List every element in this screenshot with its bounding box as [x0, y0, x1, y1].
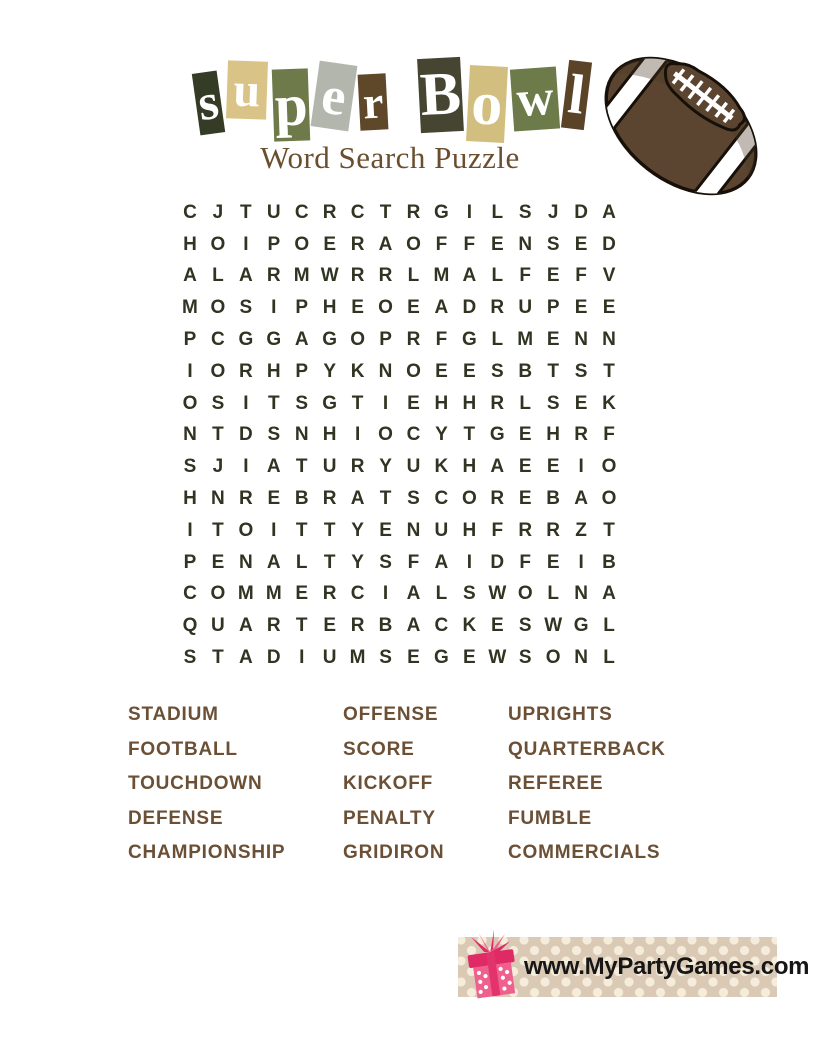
grid-cell-r7c3: I: [243, 392, 249, 414]
grid-cell-r3c16: V: [602, 265, 616, 287]
grid-cell-r15c5: I: [299, 647, 305, 669]
grid-cell-r11c15: Z: [575, 519, 587, 541]
grid-cell-r6c3: R: [238, 360, 253, 382]
title-letter-tile-l: l: [561, 60, 592, 130]
grid-cell-r1c7: C: [350, 201, 365, 223]
grid-cell-r13c10: L: [435, 583, 448, 605]
footer-url: www.MyPartyGames.com: [524, 953, 810, 980]
grid-cell-r6c1: I: [187, 360, 193, 382]
grid-cell-r3c10: M: [433, 265, 450, 287]
grid-cell-r15c3: A: [238, 647, 253, 669]
grid-cell-r7c12: R: [490, 392, 505, 414]
grid-cell-r3c1: A: [183, 265, 197, 287]
grid-cell-r10c13: E: [518, 488, 532, 510]
grid-cell-r15c10: G: [434, 647, 449, 669]
word-list-column-3: [508, 700, 666, 873]
title-letter-tile-u: u: [226, 60, 268, 119]
grid-cell-r8c7: I: [354, 424, 361, 446]
grid-cell-r1c13: S: [518, 201, 532, 223]
grid-cell-r8c6: H: [322, 424, 337, 446]
word-item-fumble: FUMBLE: [508, 807, 592, 829]
grid-cell-r9c5: T: [295, 456, 308, 478]
grid-cell-r6c8: N: [378, 360, 393, 382]
grid-cell-r4c9: E: [407, 297, 420, 319]
grid-cell-r2c8: A: [378, 233, 393, 255]
grid-cell-r8c15: R: [574, 424, 588, 446]
grid-cell-r2c3: I: [243, 233, 249, 255]
grid-cell-r11c13: R: [518, 519, 533, 541]
grid-cell-r14c2: U: [211, 615, 225, 637]
grid-cell-r1c1: C: [183, 201, 197, 223]
title-letter-tile-r: r: [358, 73, 389, 130]
grid-cell-r3c15: F: [575, 265, 587, 287]
grid-cell-r11c2: T: [212, 519, 224, 541]
grid-cell-r12c16: B: [602, 551, 616, 573]
grid-cell-r2c1: H: [183, 233, 197, 255]
grid-cell-r9c9: U: [406, 456, 421, 478]
grid-cell-r1c16: A: [602, 201, 616, 223]
grid-cell-r15c11: E: [463, 647, 476, 669]
word-item-touchdown: TOUCHDOWN: [128, 773, 263, 795]
grid-cell-r13c4: M: [265, 583, 282, 605]
grid-cell-r10c8: T: [379, 488, 392, 510]
grid-cell-r12c10: A: [434, 551, 449, 573]
grid-cell-r10c12: R: [490, 488, 505, 510]
grid-cell-r14c16: L: [603, 615, 615, 637]
grid-cell-r9c8: Y: [379, 456, 392, 478]
grid-cell-r7c8: I: [382, 392, 389, 414]
page-title: [196, 58, 588, 142]
grid-cell-r12c8: S: [379, 551, 392, 573]
grid-cell-r12c4: A: [266, 551, 281, 573]
grid-cell-r11c14: R: [546, 519, 561, 541]
grid-cell-r5c7: O: [350, 329, 365, 351]
word-item-kickoff: KICKOFF: [343, 773, 434, 795]
grid-cell-r11c9: N: [406, 519, 421, 541]
grid-cell-r14c14: W: [544, 615, 563, 637]
grid-cell-r5c13: M: [517, 329, 534, 351]
grid-cell-r10c2: N: [211, 488, 225, 510]
grid-cell-r14c10: C: [434, 615, 449, 637]
word-item-offense: OFFENSE: [343, 704, 439, 725]
grid-cell-r9c16: O: [601, 456, 617, 478]
grid-cell-r10c9: S: [407, 488, 420, 510]
grid-cell-r15c8: S: [379, 647, 392, 669]
grid-cell-r13c9: A: [406, 583, 421, 605]
grid-cell-r2c16: D: [602, 233, 616, 255]
grid-cell-r10c5: B: [294, 488, 309, 510]
grid-cell-r3c2: L: [212, 265, 224, 287]
footer-banner: [458, 937, 810, 997]
grid-cell-r6c11: E: [463, 360, 476, 382]
grid-cell-r4c4: I: [271, 297, 277, 319]
grid-cell-r7c11: H: [462, 392, 477, 414]
grid-cell-r7c9: E: [407, 392, 420, 414]
grid-cell-r6c2: O: [210, 360, 226, 382]
grid-cell-r8c12: G: [489, 424, 505, 446]
grid-cell-r8c2: T: [212, 424, 224, 446]
grid-cell-r5c2: C: [211, 329, 225, 351]
grid-cell-r13c8: I: [382, 583, 389, 605]
title-letter-tile-w: w: [510, 66, 561, 131]
grid-cell-r8c16: F: [603, 424, 615, 446]
grid-cell-r1c9: R: [406, 201, 421, 223]
grid-cell-r13c3: M: [237, 583, 254, 605]
grid-cell-r2c2: O: [210, 233, 226, 255]
grid-cell-r10c15: A: [574, 488, 588, 510]
grid-cell-r8c10: Y: [435, 424, 448, 446]
title-letter-tile-B: B: [417, 57, 464, 133]
grid-cell-r14c9: A: [406, 615, 421, 637]
grid-cell-r14c12: E: [490, 615, 504, 637]
title-letter-tile-p: p: [271, 68, 310, 141]
grid-cell-r7c6: G: [322, 392, 338, 414]
grid-cell-r7c10: H: [434, 392, 449, 414]
grid-cell-r6c6: Y: [323, 360, 336, 382]
word-item-football: FOOTBALL: [128, 738, 238, 760]
grid-cell-r4c13: U: [518, 297, 533, 319]
grid-cell-r11c11: H: [462, 519, 477, 541]
grid-cell-r15c9: E: [407, 647, 420, 669]
grid-cell-r4c7: E: [351, 297, 364, 319]
grid-cell-r9c4: A: [266, 456, 281, 478]
grid-cell-r5c9: R: [406, 329, 421, 351]
grid-cell-r12c13: F: [519, 551, 532, 573]
grid-cell-r3c5: M: [293, 265, 310, 287]
grid-cell-r8c3: D: [238, 424, 253, 446]
grid-cell-r8c11: T: [463, 424, 476, 446]
grid-cell-r11c12: F: [491, 519, 504, 541]
word-list: [128, 700, 728, 873]
grid-cell-r10c4: E: [267, 488, 281, 510]
grid-cell-r9c10: K: [434, 456, 449, 478]
grid-cell-r15c13: S: [518, 647, 532, 669]
grid-cell-r15c12: W: [488, 647, 507, 669]
grid-cell-r13c13: O: [517, 583, 533, 605]
grid-cell-r3c14: E: [546, 265, 560, 287]
grid-cell-r9c1: S: [183, 456, 197, 478]
title-letter-tile-o: o: [466, 65, 508, 143]
word-item-referee: REFEREE: [508, 773, 604, 795]
grid-cell-r7c1: O: [182, 392, 198, 414]
grid-cell-r11c8: E: [379, 519, 392, 541]
grid-cell-r5c11: G: [461, 329, 477, 351]
title-letter-tile-s: s: [192, 71, 225, 136]
grid-cell-r1c6: R: [322, 201, 337, 223]
word-item-defense: DEFENSE: [128, 807, 224, 829]
grid-cell-r7c4: T: [267, 392, 280, 414]
grid-cell-r4c12: R: [490, 297, 505, 319]
grid-cell-r10c14: B: [546, 488, 561, 510]
grid-cell-r9c3: I: [243, 456, 249, 478]
grid-cell-r6c13: B: [518, 360, 533, 382]
grid-cell-r14c5: T: [295, 615, 308, 637]
grid-cell-r2c13: N: [518, 233, 533, 255]
grid-cell-r5c6: G: [322, 329, 338, 351]
grid-cell-r14c4: R: [266, 615, 281, 637]
grid-cell-r13c5: E: [295, 583, 309, 605]
grid-cell-r7c7: T: [351, 392, 364, 414]
grid-cell-r11c16: T: [603, 519, 615, 541]
grid-cell-r5c3: G: [238, 329, 254, 351]
grid-cell-r13c2: O: [210, 583, 226, 605]
grid-cell-r11c3: O: [238, 519, 254, 541]
grid-cell-r6c5: P: [295, 360, 309, 382]
grid-cell-r6c14: T: [547, 360, 559, 382]
grid-cell-r2c11: F: [463, 233, 476, 255]
grid-cell-r4c6: H: [322, 297, 337, 319]
grid-cell-r3c4: R: [266, 265, 281, 287]
grid-cell-r1c11: I: [466, 201, 472, 223]
grid-cell-r1c10: G: [434, 201, 449, 223]
grid-cell-r14c15: G: [573, 615, 589, 637]
grid-cell-r12c9: F: [407, 551, 420, 573]
grid-cell-r11c4: I: [271, 519, 277, 541]
grid-cell-r6c7: K: [350, 360, 365, 382]
grid-cell-r4c3: S: [239, 297, 253, 319]
grid-cell-r5c8: P: [379, 329, 392, 351]
grid-cell-r14c11: K: [462, 615, 477, 637]
grid-cell-r6c16: T: [603, 360, 615, 382]
grid-cell-r8c1: N: [183, 424, 197, 446]
grid-cell-r3c7: R: [350, 265, 365, 287]
grid-cell-r5c10: F: [435, 329, 448, 351]
grid-cell-r8c9: C: [406, 424, 421, 446]
grid-cell-r10c7: A: [350, 488, 365, 510]
page-subtitle: Word Search Puzzle: [260, 140, 520, 175]
grid-cell-r14c3: A: [238, 615, 253, 637]
grid-cell-r4c5: P: [295, 297, 309, 319]
word-item-score: SCORE: [343, 738, 415, 760]
grid-cell-r10c3: R: [238, 488, 253, 510]
grid-cell-r12c6: T: [323, 551, 336, 573]
grid-cell-r12c11: I: [466, 551, 472, 573]
grid-cell-r10c10: C: [434, 488, 449, 510]
grid-cell-r13c11: S: [463, 583, 476, 605]
grid-cell-r6c9: O: [406, 360, 421, 382]
grid-cell-r4c1: M: [182, 297, 198, 319]
grid-cell-r12c7: Y: [351, 551, 364, 573]
grid-cell-r2c7: R: [350, 233, 365, 255]
grid-cell-r13c12: W: [488, 583, 507, 605]
grid-cell-r14c1: Q: [182, 615, 198, 637]
grid-cell-r1c4: U: [266, 201, 281, 223]
grid-cell-r1c12: L: [491, 201, 504, 223]
grid-cell-r15c16: L: [603, 647, 615, 669]
grid-cell-r5c16: N: [602, 329, 616, 351]
grid-cell-r2c9: O: [406, 233, 421, 255]
grid-cell-r15c2: T: [212, 647, 224, 669]
grid-cell-r6c4: H: [266, 360, 281, 382]
grid-cell-r11c7: Y: [351, 519, 364, 541]
football-icon: [592, 52, 770, 200]
grid-cell-r13c15: N: [574, 583, 588, 605]
word-item-stadium: STADIUM: [128, 704, 219, 725]
grid-cell-r13c7: C: [350, 583, 365, 605]
grid-cell-r1c14: J: [547, 201, 559, 223]
grid-cell-r2c5: O: [294, 233, 310, 255]
grid-cell-r3c8: R: [378, 265, 393, 287]
grid-cell-r5c15: N: [574, 329, 588, 351]
grid-cell-r11c5: T: [295, 519, 308, 541]
grid-cell-r9c2: J: [212, 456, 224, 478]
grid-cell-r3c9: L: [407, 265, 420, 287]
grid-cell-r14c6: E: [323, 615, 336, 637]
word-list-column-2: [343, 700, 508, 873]
grid-cell-r11c10: U: [434, 519, 449, 541]
grid-cell-r2c12: E: [490, 233, 504, 255]
word-item-quarterback: QUARTERBACK: [508, 738, 666, 760]
grid-cell-r14c8: B: [378, 615, 393, 637]
grid-cell-r12c12: D: [490, 551, 505, 573]
grid-cell-r15c15: N: [574, 647, 588, 669]
grid-cell-r7c13: L: [519, 392, 532, 414]
grid-cell-r10c11: O: [461, 488, 477, 510]
grid-cell-r14c7: R: [350, 615, 365, 637]
title-letter-tile-e: e: [311, 61, 358, 132]
grid-cell-r15c1: S: [183, 647, 197, 669]
grid-cell-r10c6: R: [322, 488, 337, 510]
grid-cell-r13c6: R: [322, 583, 337, 605]
grid-cell-r12c1: P: [183, 551, 197, 573]
grid-cell-r3c3: A: [238, 265, 253, 287]
word-item-championship: CHAMPIONSHIP: [128, 842, 286, 864]
grid-cell-r9c14: E: [546, 456, 560, 478]
grid-cell-r15c14: O: [545, 647, 561, 669]
grid-cell-r4c2: O: [210, 297, 226, 319]
grid-cell-r7c2: S: [211, 392, 225, 414]
grid-cell-r3c11: A: [462, 265, 477, 287]
grid-cell-r6c10: E: [435, 360, 448, 382]
grid-cell-r8c5: N: [294, 424, 309, 446]
grid-cell-r5c1: P: [183, 329, 197, 351]
grid-cell-r7c5: S: [295, 392, 309, 414]
grid-cell-r7c16: K: [602, 392, 616, 414]
word-item-uprights: UPRIGHTS: [508, 704, 613, 725]
grid-cell-r9c6: U: [322, 456, 337, 478]
grid-cell-r13c16: A: [602, 583, 616, 605]
grid-cell-r9c13: E: [518, 456, 532, 478]
grid-cell-r4c10: A: [434, 297, 449, 319]
gift-icon: [462, 930, 524, 1002]
grid-cell-r12c5: L: [295, 551, 308, 573]
grid-cell-r4c14: P: [546, 297, 560, 319]
grid-cell-r15c6: U: [322, 647, 337, 669]
grid-cell-r9c15: I: [578, 456, 584, 478]
grid-cell-r3c6: W: [320, 265, 339, 287]
grid-cell-r1c5: C: [294, 201, 309, 223]
grid-cell-r2c4: P: [267, 233, 281, 255]
grid-cell-r5c14: E: [546, 329, 560, 351]
grid-cell-r8c4: S: [267, 424, 281, 446]
grid-cell-r9c7: R: [350, 456, 365, 478]
word-grid: [176, 197, 623, 674]
grid-cell-r2c15: E: [574, 233, 588, 255]
word-item-gridiron: GRIDIRON: [343, 842, 445, 864]
grid-cell-r11c6: T: [323, 519, 336, 541]
grid-cell-r8c13: E: [518, 424, 532, 446]
grid-cell-r4c8: O: [378, 297, 393, 319]
grid-cell-r5c12: L: [491, 329, 504, 351]
grid-cell-r8c8: O: [378, 424, 393, 446]
grid-cell-r1c3: T: [240, 201, 252, 223]
grid-cell-r12c15: I: [578, 551, 584, 573]
grid-cell-r6c15: S: [574, 360, 588, 382]
grid-cell-r2c14: S: [546, 233, 560, 255]
grid-cell-r15c4: D: [266, 647, 281, 669]
grid-cell-r12c2: E: [211, 551, 225, 573]
grid-cell-r11c1: I: [187, 519, 193, 541]
word-list-column-1: [128, 700, 343, 873]
grid-cell-r1c15: D: [574, 201, 588, 223]
grid-cell-r7c15: E: [574, 392, 588, 414]
grid-cell-r5c4: G: [266, 329, 282, 351]
grid-cell-r9c12: A: [490, 456, 505, 478]
grid-cell-r1c8: T: [379, 201, 392, 223]
grid-cell-r14c13: S: [518, 615, 532, 637]
grid-cell-r4c11: D: [462, 297, 477, 319]
word-item-commercials: COMMERCIALS: [508, 842, 661, 864]
grid-cell-r12c3: N: [238, 551, 253, 573]
grid-cell-r13c1: C: [183, 583, 197, 605]
grid-cell-r4c16: E: [602, 297, 616, 319]
grid-cell-r9c11: H: [462, 456, 477, 478]
grid-cell-r4c15: E: [574, 297, 588, 319]
grid-cell-r15c7: M: [349, 647, 366, 669]
grid-cell-r1c2: J: [212, 201, 224, 223]
grid-cell-r7c14: S: [546, 392, 560, 414]
grid-cell-r2c6: E: [323, 233, 336, 255]
grid-cell-r13c14: L: [547, 583, 559, 605]
grid-cell-r8c14: H: [546, 424, 561, 446]
grid-cell-r3c13: F: [519, 265, 532, 287]
word-item-penalty: PENALTY: [343, 807, 436, 829]
grid-cell-r6c12: S: [490, 360, 504, 382]
grid-cell-r10c1: H: [183, 488, 197, 510]
grid-cell-r10c16: O: [601, 488, 617, 510]
grid-cell-r12c14: E: [546, 551, 560, 573]
grid-cell-r2c10: F: [435, 233, 448, 255]
grid-cell-r5c5: A: [294, 329, 309, 351]
grid-cell-r3c12: L: [491, 265, 504, 287]
